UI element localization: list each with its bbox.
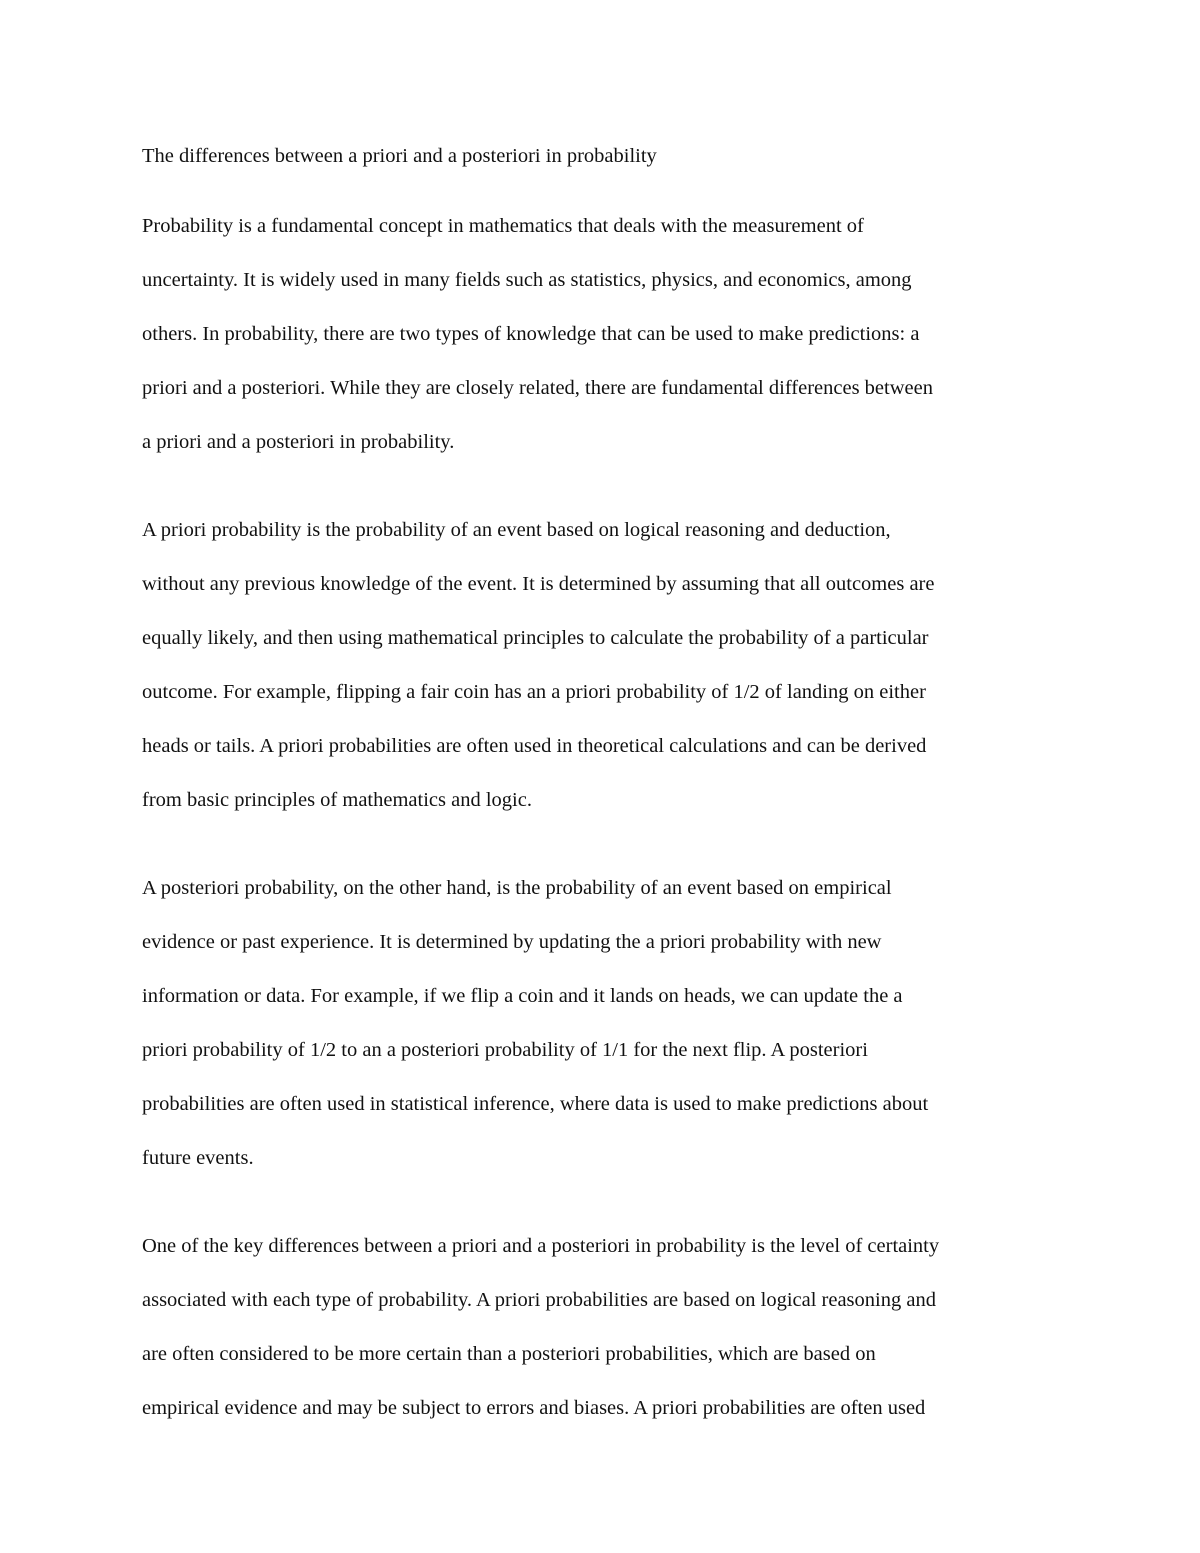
paragraph-intro	[142, 208, 1062, 478]
text-line: outcome. For example, flipping a fair coin has an a priori probability of 1/2 of landing on either	[142, 681, 926, 703]
text-line: probabilities are often used in statistical inference, where data is used to make predictions about	[142, 1093, 929, 1115]
text-line: are often considered to be more certain than a posteriori probabilities, which are based on	[142, 1343, 876, 1365]
document-title: The differences between a priori and a posteriori in probability	[142, 145, 657, 167]
text-line: without any previous knowledge of the event. It is determined by assuming that all outcomes are	[142, 573, 935, 595]
text-line: associated with each type of probability. A priori probabilities are based on logical reasoning and	[142, 1289, 936, 1311]
text-line: Probability is a fundamental concept in mathematics that deals with the measurement of	[142, 215, 864, 237]
text-line: a priori and a posteriori in probability.	[142, 431, 455, 453]
paragraph-a-priori	[142, 512, 1062, 836]
document-body	[142, 138, 1062, 1444]
paragraph-key-differences	[142, 1228, 1062, 1444]
paragraph-a-posteriori	[142, 870, 1062, 1194]
text-line: priori and a posteriori. While they are closely related, there are fundamental differences between	[142, 377, 933, 399]
text-line: future events.	[142, 1147, 254, 1169]
text-line: A priori probability is the probability of an event based on logical reasoning and deduction,	[142, 519, 891, 541]
text-line: empirical evidence and may be subject to errors and biases. A priori probabilities are often used	[142, 1397, 926, 1419]
text-line: A posteriori probability, on the other hand, is the probability of an event based on empirical	[142, 877, 892, 899]
text-line: equally likely, and then using mathematical principles to calculate the probability of a particular	[142, 627, 929, 649]
text-line: One of the key differences between a priori and a posteriori in probability is the level of certainty	[142, 1235, 940, 1257]
text-line: priori probability of 1/2 to an a posteriori probability of 1/1 for the next flip. A posteriori	[142, 1039, 868, 1061]
text-line: evidence or past experience. It is determined by updating the a priori probability with new	[142, 931, 882, 953]
text-line: others. In probability, there are two types of knowledge that can be used to make predictions: a	[142, 323, 920, 345]
text-line: information or data. For example, if we flip a coin and it lands on heads, we can update the a	[142, 985, 903, 1007]
text-line: uncertainty. It is widely used in many fields such as statistics, physics, and economics, among	[142, 269, 912, 291]
text-line: heads or tails. A priori probabilities are often used in theoretical calculations and can be derived	[142, 735, 927, 757]
text-line: from basic principles of mathematics and logic.	[142, 789, 532, 811]
